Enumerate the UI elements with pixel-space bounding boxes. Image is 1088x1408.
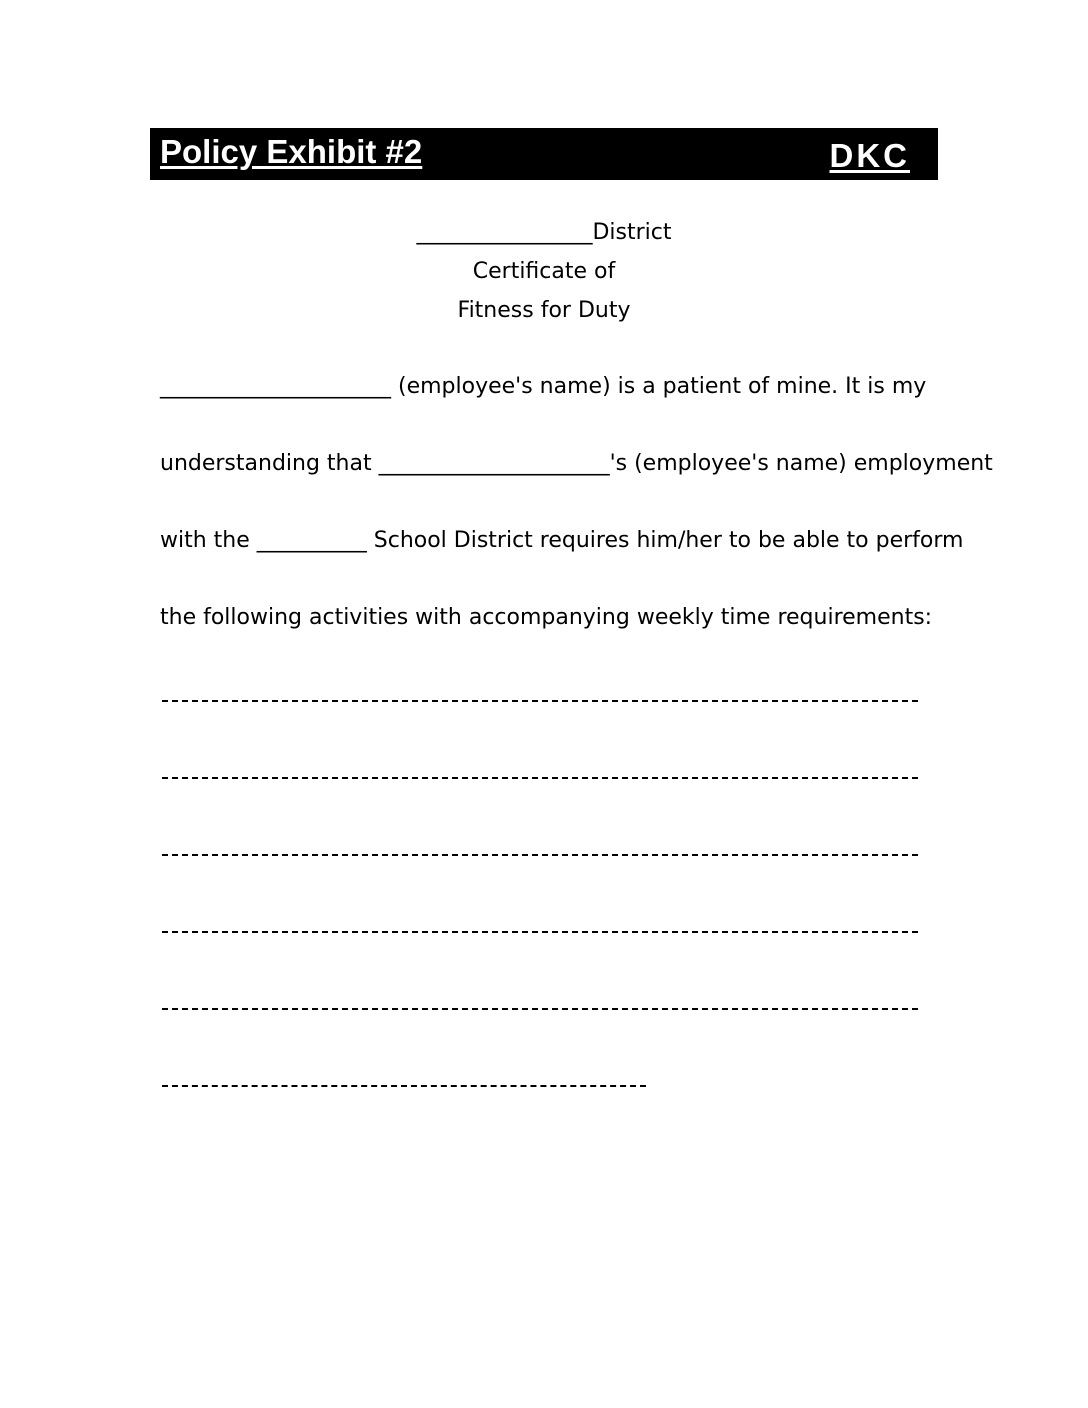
body-line-1: _____________________ (employee's name) is a patient of mine. It is my [160, 374, 927, 399]
district-heading-line: ________________District [416, 220, 672, 245]
answer-blank-line [162, 777, 918, 779]
body-line-4: the following activities with accompanying weekly time requirements: [160, 605, 933, 630]
certificate-heading-line: Certificate of [472, 259, 616, 284]
answer-blank-line [162, 931, 918, 933]
answer-blank-line-partial [162, 1085, 646, 1087]
fitness-heading-line: Fitness for Duty [457, 298, 631, 323]
policy-code: DKC [829, 137, 910, 174]
answer-blank-line [162, 1008, 918, 1010]
body-line-3: with the __________ School District requires him/her to be able to perform [160, 528, 964, 553]
body-line-2: understanding that _____________________'s (employee's name) employment [160, 451, 993, 476]
policy-exhibit-title: Policy Exhibit #2 [160, 133, 423, 170]
answer-blank-line [162, 854, 918, 856]
policy-exhibit-header [150, 128, 938, 180]
answer-blank-line [162, 700, 918, 702]
